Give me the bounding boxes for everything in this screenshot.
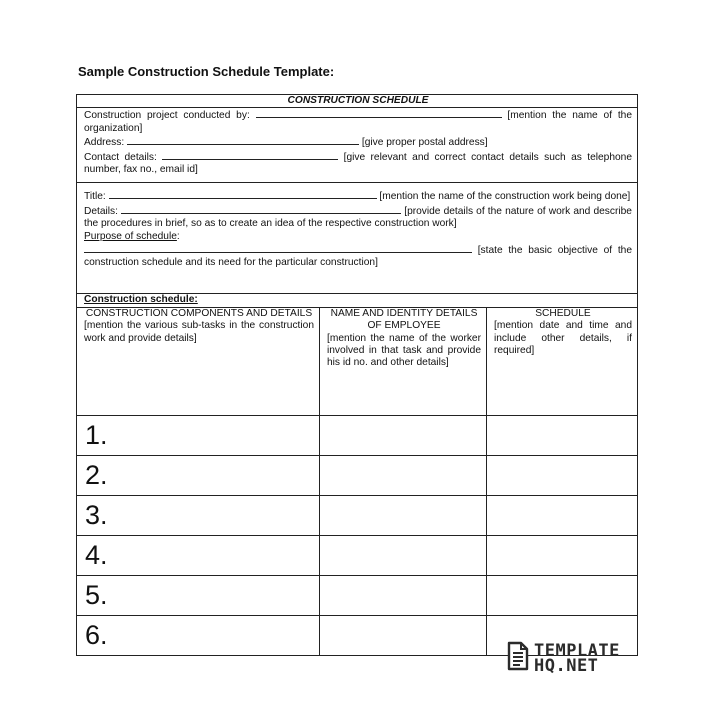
address-blank xyxy=(127,135,359,145)
project-blank xyxy=(256,108,502,118)
row-number: 6. xyxy=(77,615,320,655)
logo-text-line2: HQ.NET xyxy=(534,655,599,676)
column-title-schedule: SCHEDULE xyxy=(535,307,591,319)
table-row xyxy=(77,575,638,615)
organization-section xyxy=(77,108,638,183)
column-components xyxy=(77,307,320,415)
schedule-label: Construction schedule: xyxy=(77,294,638,307)
column-hint-components: [mention the various sub-tasks in the construction work and provide details] xyxy=(84,320,314,344)
contact-hint: [give relevant and correct contact details such as telephone number, fax no., email id] xyxy=(84,151,632,176)
schedule-cell[interactable] xyxy=(487,535,638,575)
row-number: 4. xyxy=(77,535,320,575)
title-hint: [mention the name of the construction work being done] xyxy=(379,191,631,203)
table-row xyxy=(77,455,638,495)
employee-cell[interactable] xyxy=(320,455,487,495)
contact-label: Contact details: xyxy=(84,151,157,163)
purpose-label: Purpose of schedule xyxy=(84,230,177,242)
contact-blank xyxy=(162,150,338,160)
schedule-cell[interactable] xyxy=(487,415,638,455)
row-number: 1. xyxy=(77,415,320,455)
page-title: Sample Construction Schedule Template: xyxy=(78,64,335,79)
title-blank xyxy=(109,189,377,199)
details-label: Details: xyxy=(84,205,118,217)
column-employee xyxy=(320,307,487,415)
details-hint: [provide details of the nature of work and describe the procedures in brief, so as to create an idea of the respective construction work] xyxy=(84,205,632,230)
column-hint-schedule: [mention date and time and include other details, if required] xyxy=(494,320,632,357)
table-row xyxy=(77,535,638,575)
schedule-cell[interactable] xyxy=(487,495,638,535)
employee-cell[interactable] xyxy=(320,575,487,615)
project-label: Construction project conducted by: xyxy=(84,110,250,122)
employee-cell[interactable] xyxy=(320,495,487,535)
work-section xyxy=(77,183,638,294)
table-row xyxy=(77,495,638,535)
employee-cell[interactable] xyxy=(320,535,487,575)
column-hint-employee: [mention the name of the worker involved in that task and provide his id no. and other details] xyxy=(327,332,481,369)
details-blank xyxy=(121,204,401,214)
construction-schedule-table xyxy=(76,94,638,656)
employee-cell[interactable] xyxy=(320,415,487,455)
table-header: CONSTRUCTION SCHEDULE xyxy=(77,95,638,108)
title-label: Title: xyxy=(84,191,106,203)
column-title-employee: NAME AND IDENTITY DETAILS OF EMPLOYEE xyxy=(330,307,478,332)
project-hint: [mention the name of the organization] xyxy=(84,110,632,134)
employee-cell[interactable] xyxy=(320,615,487,655)
templatehq-logo[interactable] xyxy=(506,641,620,676)
address-hint: [give proper postal address] xyxy=(361,137,488,149)
purpose-blank xyxy=(84,243,472,253)
row-number: 2. xyxy=(77,455,320,495)
address-label: Address: xyxy=(84,137,125,149)
column-schedule xyxy=(487,307,638,415)
row-number: 5. xyxy=(77,575,320,615)
column-title-components: CONSTRUCTION COMPONENTS AND DETAILS xyxy=(85,307,313,319)
table-row xyxy=(77,415,638,455)
logo-text-line1: TEMPLATE xyxy=(534,640,620,661)
schedule-cell[interactable] xyxy=(487,455,638,495)
logo-text xyxy=(534,640,620,676)
schedule-cell[interactable] xyxy=(487,575,638,615)
document-icon xyxy=(506,641,530,676)
purpose-colon: : xyxy=(176,230,180,242)
row-number: 3. xyxy=(77,495,320,535)
purpose-hint: [state the basic objective of the construction schedule and its need for the particular construction] xyxy=(84,245,632,269)
